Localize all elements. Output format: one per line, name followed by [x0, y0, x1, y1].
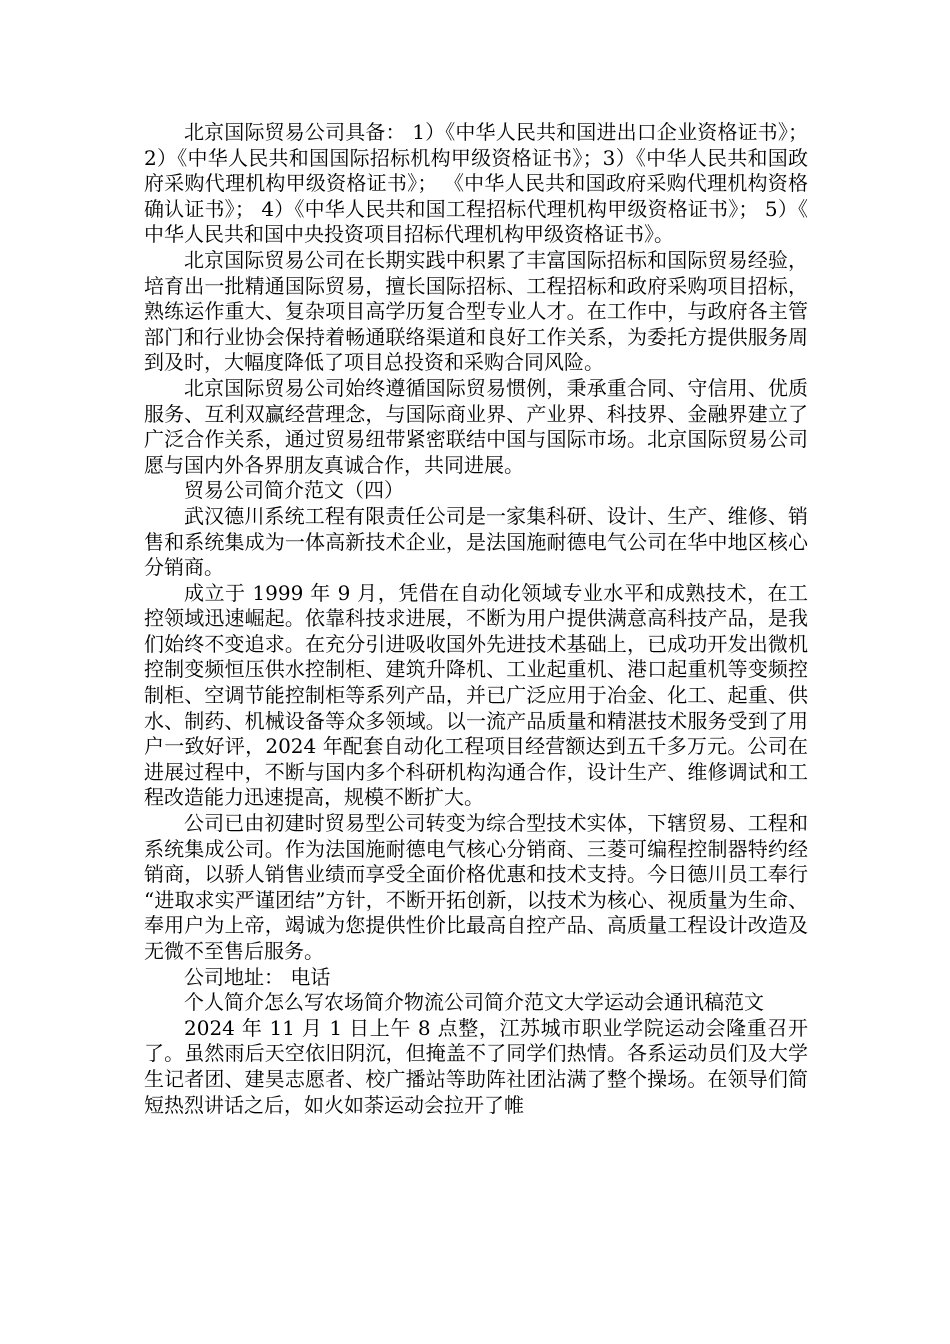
paragraph-company-structure: 公司已由初建时贸易型公司转变为综合型技术实体，下辖贸易、工程和系统集成公司。作为法国施耐德电气核心分销商、三菱可编程控制器特约经销商，以骄人销售业绩而享受全面价格优惠和技术支持。今日德川员工奉行“进取求实严谨团结”方针，不断开拓创新，以技术为核心、视质量为生命、奉用户为上帝，竭诚为您提供性价比最高自控产品、高质量工程设计改造及无微不至售后服务。 [144, 811, 808, 963]
paragraph-founding-history: 成立于 1999 年 9 月，凭借在自动化领域专业水平和成熟技术，在工控领域迅速崛起。依靠科技求进展，不断为用户提供满意高科技产品，是我们始终不变追求。在充分引进吸收国外先进技术基础上，已成功开发出微机控制变频恒压供水控制柜、建筑升降机、工业起重机、港口起重机等变频控制柜、空调节能控制柜等系列产品，并已广泛应用于冶金、化工、起重、供水、制药、机械设备等众多领域。以一流产品质量和精湛技术服务受到了用户一致好评，2024 年配套自动化工程项目经营额达到五千多万元。公司在进展过程中，不断与国内多个科研机构沟通合作，设计生产、维修调试和工程改造能力迅速提高，规模不断扩大。 [144, 580, 808, 810]
paragraph-philosophy: 北京国际贸易公司始终遵循国际贸易惯例，秉承重合同、守信用、优质服务、互利双赢经营理念，与国际商业界、产业界、科技界、金融界建立了广泛合作关系，通过贸易纽带紧密联结中国与国际市场。北京国际贸易公司愿与国内外各界朋友真诚合作，共同进展。 [144, 375, 808, 477]
document-body [144, 120, 808, 1118]
paragraph-experience: 北京国际贸易公司在长期实践中积累了丰富国际招标和国际贸易经验，培育出一批精通国际贸易，擅长国际招标、工程招标和政府采购项目招标，熟练运作重大、复杂项目高学历复合型专业人才。在工作中，与政府各主管部门和行业协会保持着畅通联络渠道和良好工作关系，为委托方提供服务周到及时，大幅度降低了项目总投资和采购合同风险。 [144, 247, 808, 375]
paragraph-company-intro: 武汉德川系统工程有限责任公司是一家集科研、设计、生产、维修、销售和系统集成为一体高新技术企业，是法国施耐德电气公司在华中地区核心分销商。 [144, 503, 808, 580]
paragraph-topic-title: 个人简介怎么写农场简介物流公司简介范文大学运动会通讯稿范文 [184, 990, 764, 1015]
section-heading-sample-four: 贸易公司简介范文（四） [184, 478, 404, 503]
paragraph-qualifications: 北京国际贸易公司具备： 1）《中华人民共和国进出口企业资格证书》； 2）《中华人民共和国国际招标机构甲级资格证书》；3）《中华人民共和国政府采购代理机构甲级资格证书》； 《中华人民共和国政府采购代理机构资格确认证书》； 4）《中华人民共和国工程招标代理机构甲级资格证书》； 5）《中华人民共和国中央投资项目招标代理机构甲级资格证书》。 [144, 120, 808, 247]
paragraph-sports-meeting: 2024 年 11 月 1 日上午 8 点整，江苏城市职业学院运动会隆重召开了。虽然雨后天空依旧阴沉，但掩盖不了同学们热情。各系运动员们及大学生记者团、建昊志愿者、校广播站等助阵社团沾满了整个操场。在领导们简短热烈讲话之后，如火如荼运动会拉开了帷 [144, 1015, 808, 1117]
paragraph-contact: 公司地址： 电话 [184, 964, 331, 989]
